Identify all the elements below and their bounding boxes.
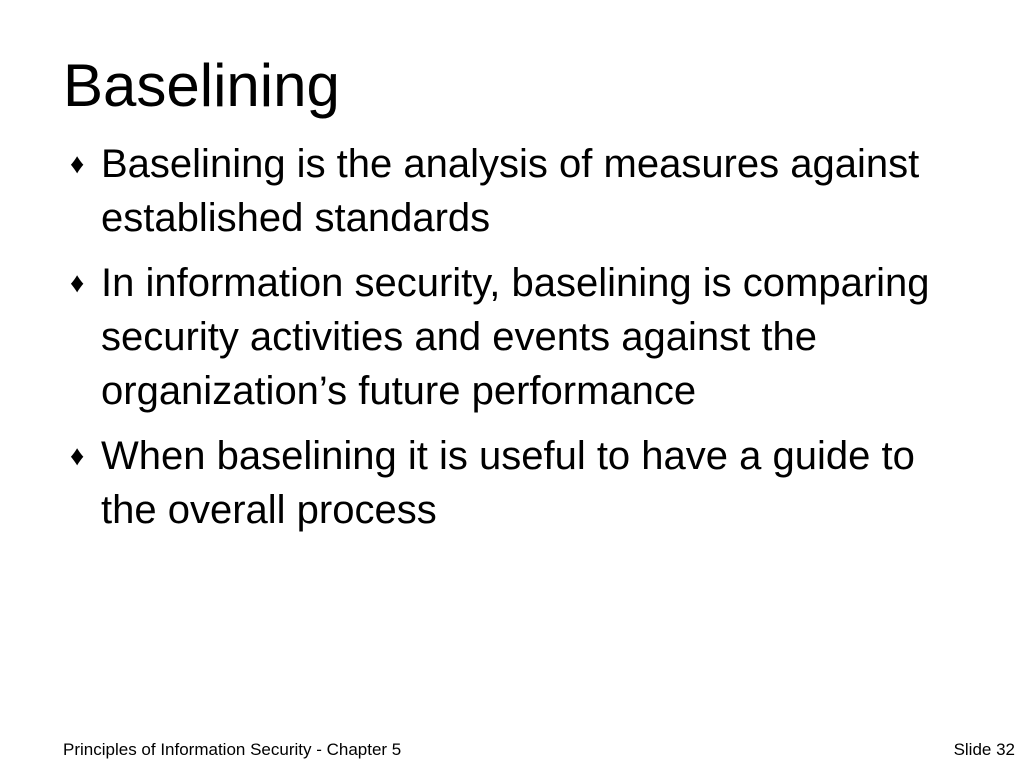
bullet-text: In information security, baselining is comparing security activities and events against the organization’s future performance (101, 261, 930, 413)
bullet-list (70, 137, 970, 548)
bullet-item (70, 429, 970, 537)
slide-title: Baselining (63, 52, 340, 119)
footer-chapter-label: Principles of Information Security - Chapter 5 (63, 740, 402, 759)
diamond-bullet-icon: ♦ (70, 440, 85, 471)
footer-slide-number: Slide 32 (953, 740, 1015, 759)
diamond-bullet-icon: ♦ (70, 267, 85, 298)
bullet-item (70, 256, 970, 418)
bullet-item (70, 137, 970, 245)
bullet-text: When baselining it is useful to have a guide to the overall process (101, 434, 915, 532)
bullet-text: Baselining is the analysis of measures against established standards (101, 142, 920, 240)
diamond-bullet-icon: ♦ (70, 148, 85, 179)
